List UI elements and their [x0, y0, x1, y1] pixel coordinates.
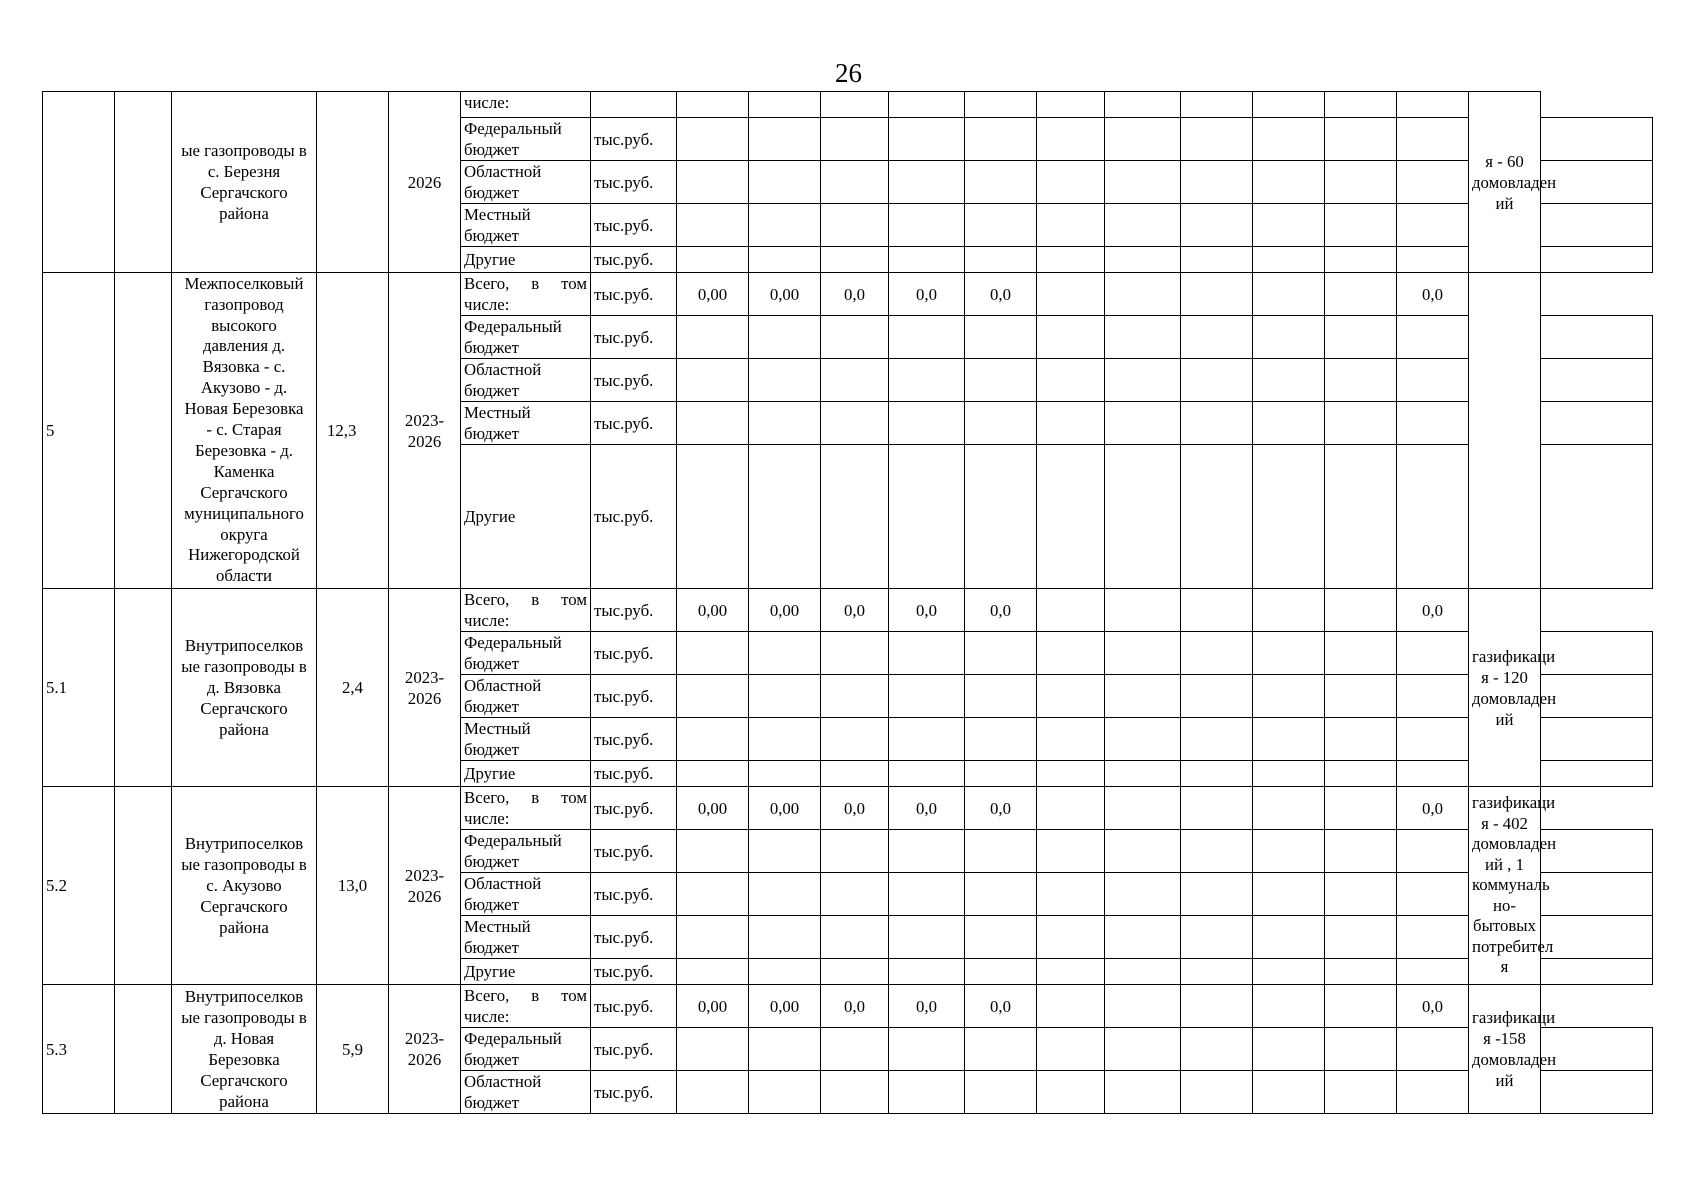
unit-cell: тыс.руб. — [591, 675, 677, 718]
remark-line: бытовых — [1473, 916, 1536, 936]
value-cell: 0,0 — [965, 589, 1037, 632]
value-cell: 0,0 — [965, 985, 1037, 1028]
row-index-cell: 5.2 — [43, 787, 115, 985]
table-body — [43, 92, 1653, 1114]
value-cell: 0,0 — [889, 985, 965, 1028]
unit-cell: тыс.руб. — [591, 632, 677, 675]
remark-line: газификаци — [1472, 646, 1556, 666]
source-mestny: Местный бюджет — [461, 916, 591, 959]
remark-line: я - 60 — [1485, 151, 1524, 171]
remark-cell — [1469, 92, 1557, 273]
source-vsego: Всего, в том числе: — [461, 787, 591, 830]
source-mestny: Местный бюджет — [461, 204, 591, 247]
name-line: Березовка - д. — [194, 440, 294, 460]
source-oblast: Областной бюджет — [461, 873, 591, 916]
object-name-cell — [172, 273, 317, 589]
source-mestny: Местный бюджет — [461, 718, 591, 761]
value-cell: 0,0 — [821, 985, 889, 1028]
source-oblast: Областной бюджет — [461, 1071, 591, 1114]
remark-line: ий — [1495, 193, 1514, 213]
unit-cell: тыс.руб. — [591, 985, 677, 1028]
remark-line: я -158 — [1483, 1029, 1526, 1048]
name-line: муниципального — [184, 503, 304, 523]
remark-line: я - 120 — [1481, 667, 1528, 687]
unit-cell: тыс.руб. — [591, 1071, 677, 1114]
remark-cell — [1469, 273, 1541, 589]
period-cell: 2023- 2026 — [389, 589, 461, 787]
name-line: ые газопроводы в — [181, 141, 307, 160]
value-cell: 0,0 — [889, 589, 965, 632]
remark-line: потребител — [1472, 936, 1554, 956]
source-drugie: Другие — [461, 761, 591, 787]
source-vsego: Всего, в том числе: — [461, 273, 591, 316]
value-cell: 0,0 — [1397, 589, 1469, 632]
object-name-cell — [172, 787, 317, 985]
object-name-cell — [172, 92, 317, 273]
value-cell: 0,0 — [1397, 273, 1469, 316]
remark-line: газификаци — [1472, 1008, 1556, 1027]
name-line: д. Новая — [213, 1029, 275, 1048]
name-line: Новая Березовка — [184, 399, 304, 419]
name-line: Акузово - д. — [200, 378, 288, 398]
name-line: ые газопроводы в — [181, 657, 307, 676]
name-line: ые газопроводы в — [181, 855, 307, 874]
value-cell: 0,0 — [821, 589, 889, 632]
source-drugie: Другие — [461, 959, 591, 985]
unit-cell: тыс.руб. — [591, 247, 677, 273]
source-oblast: Областной бюджет — [461, 675, 591, 718]
object-name-cell — [172, 589, 317, 787]
remark-line: домовладен — [1472, 172, 1557, 192]
unit-cell: тыс.руб. — [591, 787, 677, 830]
value-cell: 0,0 — [821, 787, 889, 830]
row-index-cell: 5.1 — [43, 589, 115, 787]
unit-cell: тыс.руб. — [591, 161, 677, 204]
value-cell: 0,00 — [749, 589, 821, 632]
value-cell: 0,00 — [749, 985, 821, 1028]
name-line: Сергачского — [200, 1071, 288, 1090]
empty-cell — [115, 273, 172, 589]
period-cell: 2023- 2026 — [389, 273, 461, 589]
value-cell: 0,0 — [889, 787, 965, 830]
source-drugie: Другие — [461, 445, 591, 589]
name-line: Сергачского — [200, 897, 288, 916]
period-line: 2026 — [407, 172, 442, 192]
value-cell: 0,00 — [677, 787, 749, 830]
length-cell — [317, 92, 389, 273]
length-cell: 5,9 — [317, 985, 389, 1114]
period-cell: 2023- 2026 — [389, 985, 461, 1114]
remark-line: ий — [1495, 709, 1514, 729]
row-index-cell: 5.3 — [43, 985, 115, 1114]
name-line: района — [219, 1092, 269, 1111]
remark-line: но- — [1493, 895, 1516, 915]
financing-table — [42, 91, 1653, 1114]
value-cell: 0,00 — [677, 985, 749, 1028]
unit-cell: тыс.руб. — [591, 873, 677, 916]
name-line: высокого — [211, 315, 277, 335]
unit-cell — [591, 92, 677, 118]
unit-cell: тыс.руб. — [591, 959, 677, 985]
name-line: района — [219, 720, 269, 739]
value-cell: 0,00 — [749, 787, 821, 830]
remark-line: домовладен — [1472, 1050, 1557, 1069]
name-line: Внутрипоселков — [184, 987, 304, 1006]
period-cell — [389, 92, 461, 273]
source-federal: Федеральный бюджет — [461, 316, 591, 359]
name-line: округа — [220, 524, 268, 544]
table-row — [43, 92, 1653, 118]
value-cell: 0,00 — [749, 273, 821, 316]
source-vsego: Всего, в том числе: — [461, 589, 591, 632]
value-cell: 0,0 — [965, 273, 1037, 316]
value-cell: 0,0 — [821, 273, 889, 316]
value-cell: 0,00 — [677, 589, 749, 632]
name-line: ые газопроводы в — [181, 1008, 307, 1027]
value-cell: 0,0 — [1397, 985, 1469, 1028]
unit-cell: тыс.руб. — [591, 445, 677, 589]
unit-cell: тыс.руб. — [591, 1028, 677, 1071]
remark-line: домовладен — [1472, 688, 1557, 708]
value-cell: 0,00 — [677, 273, 749, 316]
source-mestny: Местный бюджет — [461, 402, 591, 445]
source-vsego-cont: числе: — [461, 92, 591, 118]
unit-cell: тыс.руб. — [591, 402, 677, 445]
remark-line: газификаци — [1472, 793, 1556, 813]
empty-cell — [115, 589, 172, 787]
value-cell: 0,0 — [1397, 787, 1469, 830]
remark-cell — [1469, 589, 1557, 787]
page-number: 26 — [835, 58, 862, 88]
unit-cell: тыс.руб. — [591, 830, 677, 873]
remark-cell — [1469, 985, 1557, 1114]
source-oblast: Областной бюджет — [461, 161, 591, 204]
empty-cell — [115, 787, 172, 985]
name-line: Березовка — [208, 1050, 280, 1069]
unit-cell: тыс.руб. — [591, 316, 677, 359]
remark-line: я - 402 — [1481, 813, 1528, 833]
remark-cell — [1469, 787, 1557, 985]
length-cell: 2,4 — [317, 589, 389, 787]
name-line: района — [219, 204, 269, 223]
name-line: давления д. — [202, 336, 286, 356]
object-name-cell — [172, 985, 317, 1114]
source-federal: Федеральный бюджет — [461, 118, 591, 161]
name-line: - с. Старая — [206, 420, 282, 440]
name-line: Нижегородской — [188, 545, 300, 565]
remark-line: коммуналь — [1472, 875, 1550, 895]
name-line: д. Вязовка — [206, 678, 282, 697]
source-federal: Федеральный бюджет — [461, 1028, 591, 1071]
table-row — [43, 787, 1653, 830]
remark-line: ий , 1 — [1485, 854, 1524, 874]
unit-cell: тыс.руб. — [591, 718, 677, 761]
name-line: газопровод — [204, 294, 284, 314]
length-cell: 13,0 — [317, 787, 389, 985]
source-vsego: Всего, в том числе: — [461, 985, 591, 1028]
name-line: с. Акузово — [206, 876, 282, 895]
empty-cell — [115, 92, 172, 273]
value-cell: 0,0 — [889, 273, 965, 316]
name-line: Вязовка - с. — [202, 357, 286, 377]
empty-cell — [115, 985, 172, 1114]
name-line: Сергачского — [200, 183, 288, 202]
unit-cell: тыс.руб. — [591, 118, 677, 161]
remark-line: домовладен — [1472, 834, 1557, 854]
name-line: Сергачского — [200, 699, 288, 718]
name-line: области — [215, 566, 273, 586]
remark-line: я — [1500, 957, 1509, 977]
name-line: Межпоселковый — [184, 273, 304, 293]
source-oblast: Областной бюджет — [461, 359, 591, 402]
unit-cell: тыс.руб. — [591, 589, 677, 632]
name-line: Сергачского — [200, 482, 288, 502]
table-row — [43, 985, 1653, 1028]
period-cell: 2023- 2026 — [389, 787, 461, 985]
source-federal: Федеральный бюджет — [461, 830, 591, 873]
unit-cell: тыс.руб. — [591, 204, 677, 247]
name-line: с. Березня — [207, 162, 281, 181]
name-line: Каменка — [213, 461, 275, 481]
table-row — [43, 273, 1653, 316]
row-index-cell: 5 — [43, 273, 115, 589]
name-line: района — [219, 918, 269, 937]
value-cell: 0,0 — [965, 787, 1037, 830]
unit-cell: тыс.руб. — [591, 761, 677, 787]
source-drugie: Другие — [461, 247, 591, 273]
table-row — [43, 589, 1653, 632]
source-federal: Федеральный бюджет — [461, 632, 591, 675]
remark-line: ий — [1495, 1071, 1514, 1090]
name-line: Внутрипоселков — [184, 834, 304, 853]
name-line: Внутрипоселков — [184, 636, 304, 655]
unit-cell: тыс.руб. — [591, 916, 677, 959]
unit-cell: тыс.руб. — [591, 273, 677, 316]
row-index-cell — [43, 92, 115, 273]
length-cell: 12,3 — [317, 273, 389, 589]
unit-cell: тыс.руб. — [591, 359, 677, 402]
